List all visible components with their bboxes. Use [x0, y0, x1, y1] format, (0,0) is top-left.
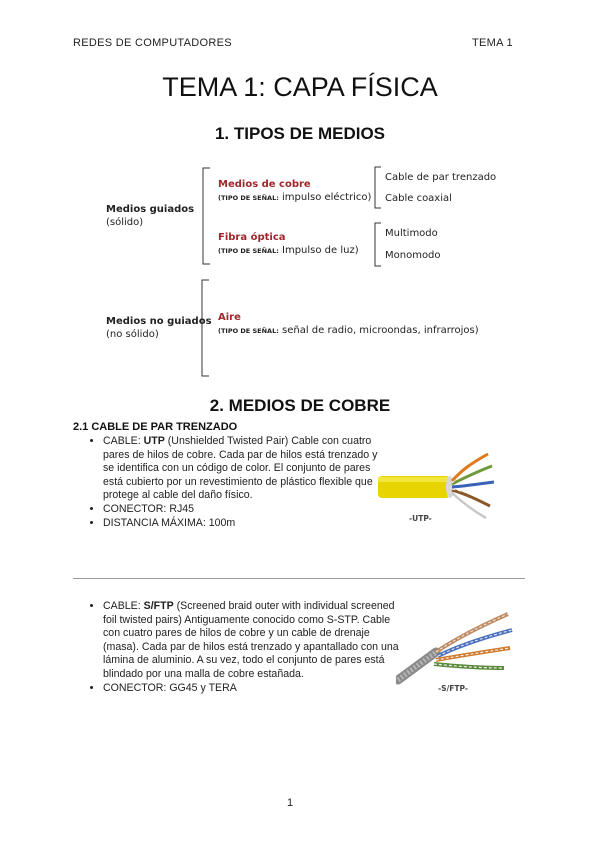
copper-signal-text: impulso eléctrico)	[282, 192, 372, 203]
brace-fiber	[375, 223, 381, 266]
guided-sublabel: (sólido)	[106, 217, 144, 228]
utp-cable-label: CABLE:	[103, 435, 141, 447]
copper-item-coaxial: Cable coaxial	[385, 193, 452, 204]
utp-cable-item	[103, 435, 385, 503]
air-signal-prefix: (TIPO DE SEÑAL:	[218, 327, 279, 335]
utp-bullets	[73, 435, 385, 530]
air-name: Aire	[218, 312, 241, 323]
sftp-cable-item	[103, 600, 403, 682]
unguided-label-text: Medios no guiados	[106, 316, 212, 327]
air-block	[218, 311, 479, 338]
sftp-cable-image	[396, 606, 518, 686]
section-divider	[73, 578, 525, 579]
header-right: TEMA 1	[472, 37, 513, 49]
sftp-connector-item: • CONECTOR: GG45 y TERA	[103, 682, 403, 696]
section-heading-medios-de-cobre: 2. MEDIOS DE COBRE	[209, 396, 391, 415]
utp-cable-text: (Unshielded Twisted Pair) Cable con cuatro pares de hilos de cobre. Cada par de hilos está trenzado y se identifica con un código de color. El conjunto de pares está cubierto por un revestimiento de plástico flexible que protege al cable del daño físico.	[103, 435, 378, 502]
page-number: 1	[287, 797, 294, 809]
sftp-caption: -S/FTP-	[438, 684, 468, 693]
copper-name: Medios de cobre	[218, 179, 311, 190]
subsection-heading-par-trenzado: 2.1 CABLE DE PAR TRENZADO	[73, 421, 238, 433]
fiber-item-multimode: Multimodo	[385, 228, 438, 239]
sftp-cable-name: S/FTP	[143, 600, 174, 612]
fiber-name: Fibra óptica	[218, 232, 286, 243]
section-heading-tipos-de-medios: 1. TIPOS DE MEDIOS	[214, 124, 386, 143]
utp-cable-image	[374, 448, 500, 526]
fiber-block	[218, 231, 359, 258]
copper-signal-prefix: (TIPO DE SEÑAL:	[218, 194, 279, 202]
unguided-sublabel: (no sólido)	[106, 329, 159, 340]
brace-guided	[203, 168, 210, 264]
unguided-label	[106, 315, 212, 341]
air-signal-text: señal de radio, microondas, infrarrojos)	[282, 325, 479, 336]
fiber-signal-prefix: (TIPO DE SEÑAL:	[218, 247, 279, 255]
sftp-cable-label: CABLE:	[103, 600, 141, 612]
fiber-item-singlemode: Monomodo	[385, 250, 441, 261]
sftp-bullets	[73, 600, 403, 695]
copper-block	[218, 178, 371, 205]
copper-item-twisted-pair: Cable de par trenzado	[385, 172, 497, 183]
utp-connector-item: • CONECTOR: RJ45	[103, 503, 385, 517]
brace-copper	[375, 167, 381, 208]
guided-label-text: Medios guiados	[106, 204, 195, 215]
sftp-cable-text: (Screened braid outer with individual screened foil twisted pairs) Antiguamente conocido como S-STP. Cable con cuatro pares de hilos de cobre y un cable de drenaje (masa). Cada par de hilos está trenzado y apantallado con una lámina de aluminio. A su vez, todo el conjunto de pares está blindado por una malla de cobre estañada.	[103, 600, 399, 680]
header-left: REDES DE COMPUTADORES	[73, 37, 232, 49]
utp-cable-name: UTP	[143, 435, 165, 447]
utp-caption: -UTP-	[409, 514, 432, 523]
page-title: TEMA 1: CAPA FÍSICA	[162, 72, 438, 102]
utp-distance-item: • DISTANCIA MÁXIMA: 100m	[103, 517, 385, 531]
fiber-signal-text: Impulso de luz)	[282, 245, 359, 256]
guided-label	[106, 203, 194, 229]
